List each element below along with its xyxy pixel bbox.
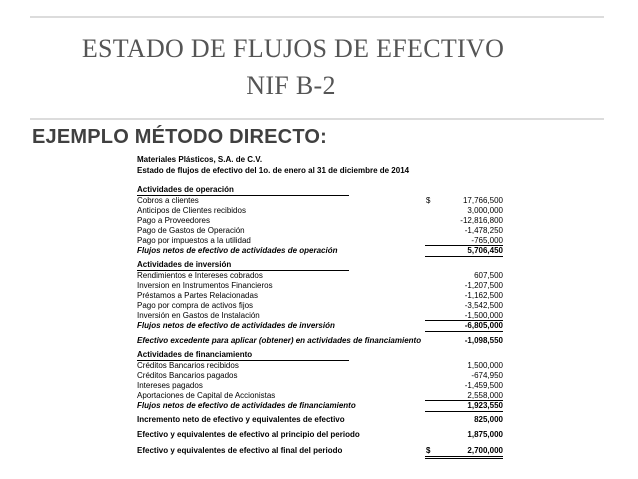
row-value: -1,207,500 (464, 281, 503, 290)
row-label: Pago de Gastos de Operación (137, 226, 245, 235)
final-value: 2,700,000 (467, 446, 503, 455)
row-label: Pago por compra de activos fijos (137, 301, 254, 310)
incremento-label: Incremento neto de efectivo y equivalentes de efectivo (137, 415, 345, 424)
total-rule (425, 256, 503, 257)
row-label: Créditos Bancarios pagados (137, 371, 238, 380)
row-label: Pago a Proveedores (137, 216, 210, 225)
incremento-value: 825,000 (474, 415, 503, 424)
company-name: Materiales Plásticos, S.A. de C.V. (137, 155, 263, 164)
section-title-inversion: Actividades de inversión (137, 260, 232, 269)
section-title-financiamiento: Actividades de financiamiento (137, 350, 253, 359)
row-label: Préstamos a Partes Relacionadas (137, 291, 258, 300)
row-value: -674,950 (471, 371, 503, 380)
total-label: Flujos netos de efectivo de actividades de operación (137, 246, 338, 255)
excedente-value: -1,098,550 (464, 336, 503, 345)
currency-symbol: $ (426, 196, 431, 205)
total-rule (425, 411, 503, 412)
final-rule-1 (425, 456, 503, 457)
row-label: Anticipos de Clientes recibidos (137, 206, 246, 215)
row-value: -1,500,000 (464, 311, 503, 320)
row-value: 17,766,500 (462, 196, 503, 205)
row-label: Cobros a clientes (137, 196, 199, 205)
row-value: -1,162,500 (464, 291, 503, 300)
section-title-operacion: Actividades de operación (137, 185, 234, 194)
slide-subtitle: EJEMPLO MÉTODO DIRECTO: (32, 126, 328, 148)
row-value: 607,500 (474, 271, 503, 280)
total-label: Flujos netos de efectivo de actividades de inversión (137, 321, 335, 330)
final-label: Efectivo y equivalentes de efectivo al final del periodo (137, 446, 343, 455)
row-label: Inversion en Instrumentos Financieros (137, 281, 273, 290)
row-label: Pago por impuestos a la utilidad (137, 236, 251, 245)
excedente-label: Efectivo excedente para aplicar (obtener) en actividades de financiamiento (137, 336, 422, 345)
total-label: Flujos netos de efectivo de actividades de financiamiento (137, 401, 356, 410)
total-value: 1,923,550 (467, 401, 503, 410)
row-value: 1,500,000 (467, 361, 503, 370)
slide-title-line1: ESTADO DE FLUJOS DE EFECTIVO (81, 34, 505, 63)
row-label: Créditos Bancarios recibidos (137, 361, 239, 370)
row-value: -1,478,250 (464, 226, 503, 235)
total-rule (425, 331, 503, 332)
inicio-value: 1,875,000 (467, 430, 503, 439)
row-value: -3,542,500 (464, 301, 503, 310)
row-value: 3,000,000 (467, 206, 503, 215)
total-value: -6,805,000 (464, 321, 503, 330)
slide-title-line2: NIF B-2 (246, 71, 336, 100)
row-value: -1,459,500 (464, 381, 503, 390)
row-label: Rendimientos e Intereses cobrados (137, 271, 263, 280)
row-value: -12,816,800 (460, 216, 503, 225)
row-label: Aportaciones de Capital de Accionistas (137, 391, 276, 400)
total-value: 5,706,450 (467, 246, 503, 255)
row-label: Inversión en Gastos de Instalación (137, 311, 260, 320)
row-value: 2,558,000 (467, 391, 503, 400)
row-value: -765,000 (471, 236, 503, 245)
currency-symbol: $ (426, 446, 431, 455)
statement-heading: Estado de flujos de efectivo del 1o. de enero al 31 de diciembre de 2014 (137, 166, 410, 175)
final-rule-2 (425, 458, 503, 459)
row-label: Intereses pagados (137, 381, 203, 390)
inicio-label: Efectivo y equivalentes de efectivo al principio del periodo (137, 430, 360, 439)
